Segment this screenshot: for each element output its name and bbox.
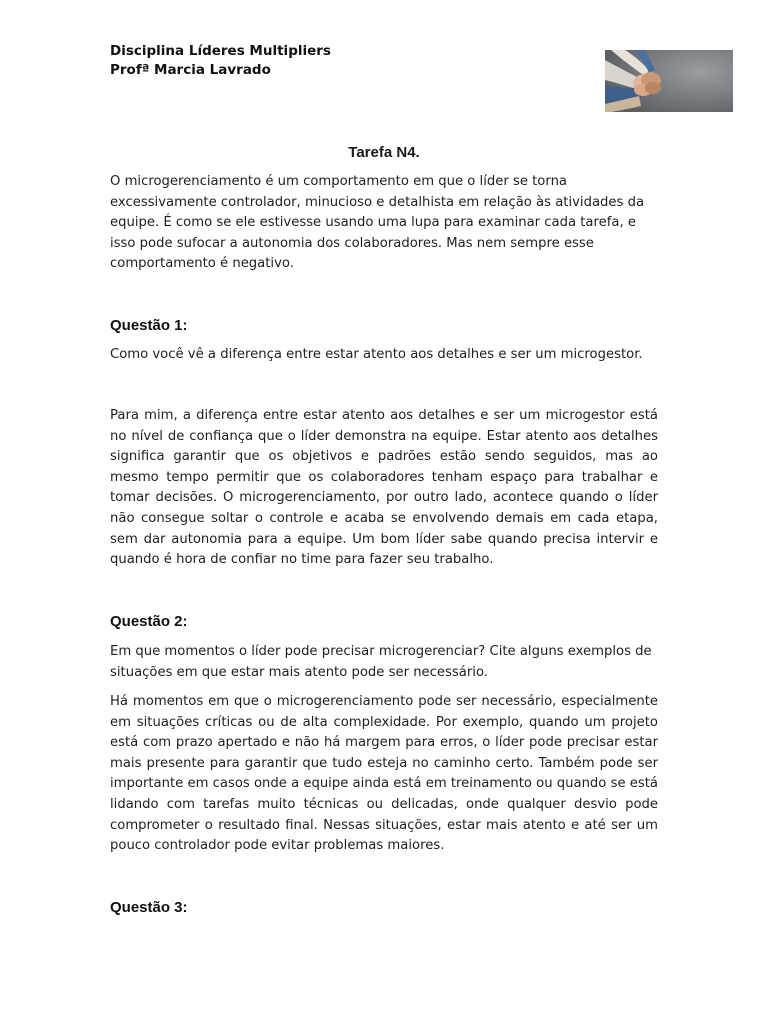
question-2-answer: Há momentos em que o microgerenciamento pode ser necessário, especialmente em situações críticas ou de alta complexidade. Por exemplo, quando um projeto está com prazo apertado e não há margem para erros, o líder pode precisar estar mais presente para garantir que tudo esteja no caminho certo. Também pode ser importante em casos onde a equipe ainda está em treinamento ou quando se está lidando com tarefas muito técnicas ou delicadas, onde qualquer desvio pode comprometer o resultado final. Nessas situações, estar mais atento e até ser um pouco controlador pode evitar problemas maiores. <box>110 694 658 854</box>
question-1-answer: Para mim, a diferença entre estar atento aos detalhes e ser um microgestor está no nível de confiança que o líder demonstra na equipe. Estar atento aos detalhes significa garantir que os objetivos e padrões estão sendo seguidos, mas ao mesmo tempo permitir que os colaboradores tenham espaço para trabalhar e tomar decisões. O microgerenciamento, por outro lado, acontece quando o líder não consegue soltar o controle e acaba se envolvendo demais em cada etapa, sem dar autonomia para a equipe. Um bom líder sabe quando precisa intervir e quando é hora de confiar no time para fazer seu trabalho. <box>110 408 658 568</box>
question-1-heading: Questão 1: <box>110 317 188 334</box>
question-2-prompt: Em que momentos o líder pode precisar microgerenciar? Cite alguns exemplos de situações em que estar mais atento pode ser necessário. <box>110 644 652 680</box>
question-3-heading: Questão 3: <box>110 899 188 916</box>
teamwork-hands-illustration <box>605 50 733 112</box>
question-2-heading: Questão 2: <box>110 613 188 630</box>
teamwork-hands-image <box>605 50 733 112</box>
document-header <box>110 42 331 80</box>
assignment-title: Tarefa N4. <box>348 144 420 161</box>
professor-name: Profª Marcia Lavrado <box>110 62 271 78</box>
course-name: Disciplina Líderes Multipliers <box>110 43 331 59</box>
intro-paragraph: O microgerenciamento é um comportamento em que o líder se torna excessivamente controlador, minucioso e detalhista em relação às atividades da equipe. É como se ele estivesse usando uma lupa para examinar cada tarefa, e isso pode sufocar a autonomia dos colaboradores. Mas nem sempre esse comportamento é negativo. <box>110 174 645 272</box>
question-1-prompt: Como você vê a diferença entre estar atento aos detalhes e ser um microgestor. <box>110 347 643 362</box>
